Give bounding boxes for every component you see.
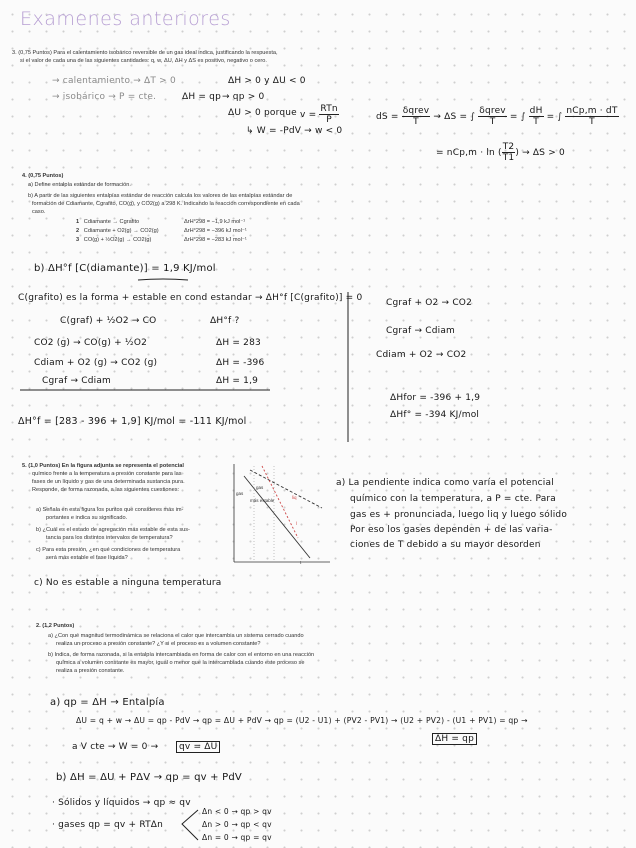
q5-answer-c: c) No es estable a ninguna temperatura: [34, 578, 222, 588]
diagram-label-4: más estable: [250, 498, 275, 503]
q3-statement-1: 3. (0,75 Puntos) Para el calentamiento isobárico reversible de un gas ideal indica, justificando la respuesta,: [12, 50, 278, 56]
entropy-integral: → ΔS = ∫: [433, 112, 476, 122]
q2-part-b-2: química a volumen constante es mayor, igual o menor que la intercambiada cuando este proceso se: [56, 660, 305, 666]
q5-answer-a-1: a) La pendiente indica como varía el potencial: [336, 478, 554, 488]
q4-right-h1: ΔHfor = -396 + 1,9: [390, 393, 481, 403]
q4-vertical-divider: [346, 292, 350, 442]
q4-step-1: C(graf) + ½O2 → CO: [60, 316, 157, 326]
q4-header: 4. (0,75 Puntos): [22, 173, 64, 179]
q4-part-a: a) Define entalpía estándar de formación.: [28, 182, 131, 188]
volume-eq-numerator: RTn: [320, 104, 338, 114]
q3-statement-2: si el valor de cada una de las siguientes cantidades: q, w, ΔU, ΔH y ΔS es positivo, negativo o cero.: [20, 58, 267, 64]
q2-solids-liquids: · Sólidos y líquidos → qp ≈ qv: [52, 798, 191, 808]
q4-step-3-h: ΔH = -396: [216, 358, 265, 368]
q2-dh-qp-box: ΔH = qp: [432, 733, 477, 745]
entropy-ratio-den: T1: [502, 153, 515, 163]
q2-answer-b: b) ΔH = ΔU + PΔV → qp = qv + PdV: [56, 772, 242, 783]
q5-statement-1-text: 5. (1,0 Puntos) En la figura adjunta se representa el potencial: [22, 463, 184, 469]
diagram-label-6: t: [300, 560, 302, 565]
entropy-frac-3: [529, 106, 544, 127]
q4-step-3: Cdiam + O2 (g) → CO2 (g): [34, 358, 158, 368]
q2-header: 2. (1,2 Puntos): [36, 623, 75, 629]
entropy-frac-4-den: T: [589, 117, 595, 127]
q2-option-1: Δn < 0 → qp > qv: [202, 807, 272, 816]
reaction-3-equation: CO(g) + ½O2(g) → CO2(g): [83, 237, 152, 243]
q4-reaction-2-h: ΔrH°298 = −396 kJ mol⁻¹: [184, 228, 247, 234]
entropy-frac-1-den: T: [413, 117, 419, 127]
q2-derivation: ΔU = q + w → ΔU = qp - PdV → qp = ΔU + PdV → qp = (U2 - U1) + (PV2 - PV1) → (U2 + PV2) - (U1 + PV1) = qp →: [76, 716, 528, 725]
q3-du-positive: ΔU > 0 porque: [228, 108, 297, 118]
volume-eq-fraction: [319, 104, 338, 125]
q2-gases: · gases qp = qv + RTΔn: [52, 820, 164, 830]
entropy-final: → ΔS > 0: [522, 148, 565, 158]
q4-answer-b-underline: [138, 278, 188, 282]
entropy-ratio: [502, 142, 516, 163]
q5-part-a-1: a) Señala en esta figura los puntos que consideres más im-: [36, 507, 184, 513]
q3-line-heating: → calentamiento → ΔT > 0: [52, 76, 176, 86]
entropy-ratio-num: T2: [502, 142, 515, 152]
entropy-eq: = ∫: [509, 112, 526, 122]
q5-answer-a-4: Por eso los gases dependen + de las varia-: [350, 525, 553, 535]
q4-reaction-3: [76, 237, 151, 244]
q5-answer-a-5: ciones de T debido a su mayor desorden: [350, 540, 541, 550]
entropy-lhs: dS =: [376, 112, 399, 122]
diagram-label-1: gas: [236, 491, 244, 496]
q2-constant-volume: a V cte → W = 0 →: [72, 742, 159, 752]
entropy-frac-2-num: δqrev: [479, 106, 506, 116]
q4-step-1-h: ΔH°f ?: [210, 316, 240, 326]
q5-part-b-1: b) ¿Cuál es el estado de agregación más estable de esta sus-: [36, 527, 190, 533]
reaction-2-number: 2: [76, 228, 80, 234]
q4-step-2: CO2 (g) → CO(g) + ½O2: [34, 338, 148, 348]
entropy-eq-2: = ∫: [546, 112, 563, 122]
q2-answer-a: a) qp = ΔH → Entalpía: [50, 697, 165, 708]
q3-work: ↳ W = -PdV → w < 0: [246, 126, 343, 136]
q2-part-a-1: a) ¿Con qué magnitud termodinámica se relaciona el calor que intercambia un sistema cerrado cuando: [48, 633, 304, 639]
q4-answer-b: b) ΔH°f [C(diamante)] = 1,9 KJ/mol: [34, 263, 216, 274]
entropy-frac-2-den: T: [489, 117, 496, 127]
q4-reaction-2: [76, 228, 159, 235]
reaction-2-equation: Cdiamante + O2(g) → CO2(g): [83, 228, 159, 234]
q2-option-2: Δn > 0 → qp < qv: [202, 820, 272, 829]
q5-answer-a-3: gas es + pronunciada, luego liq y luego sólido: [350, 510, 568, 520]
q5-part-a-2: portantes e indica su significado.: [46, 515, 128, 521]
q3-line-isobaric-b: ΔH = qp: [182, 92, 222, 102]
q2-part-b-3: realiza a presión constante.: [56, 668, 125, 674]
page-title: Examenes anteriores: [20, 8, 231, 30]
q5-statement-2: químico frente a la temperatura a presión constante para las: [32, 471, 182, 477]
q4-reaction-1-h: ΔrH°298 = −1,9 kJ mol⁻¹: [184, 219, 246, 225]
entropy-result-text: = nCp,m · ln: [436, 148, 495, 158]
q4-right-r2: Cgraf → Cdiam: [386, 326, 456, 336]
q2-option-3: Δn = 0 → qp = qv: [202, 833, 272, 842]
reaction-1-equation: Cdiamante → Cgrafito: [83, 219, 140, 225]
entropy-frac-1: [402, 106, 431, 127]
q5-statement-1: [22, 463, 184, 470]
q4-reaction-3-h: ΔrH°298 = −283 kJ mol⁻¹: [184, 237, 247, 243]
diagram-label-2: gas: [256, 485, 264, 490]
q2-options-bracket: [180, 808, 200, 842]
q3-entropy-chain: [376, 106, 619, 127]
reaction-3-number: 3: [76, 237, 80, 243]
q4-part-b-2: formación de Cdiamante, Cgrafito, CO(g), y CO2(g) a 298 K. Indicando la reacción correspondiente en cada: [32, 201, 300, 207]
q5-chemical-potential-diagram: [230, 462, 330, 566]
q3-line-isobaric: → isobárico → P = cte.: [52, 92, 157, 102]
entropy-frac-1-num: δqrev: [402, 106, 430, 116]
q5-part-c-2: será más estable el fase líquida?: [46, 555, 128, 561]
q2-part-b-1: b) Indica, de forma razonada, si la entalpía intercambiada en forma de calor con el entorno en una reacción: [48, 652, 315, 658]
diagram-label-5: l: [296, 521, 297, 526]
q4-step-4: Cgraf → Cdiam: [42, 376, 112, 386]
q5-part-b-2: tancia para los distintos intervalos de temperatura?: [46, 535, 173, 541]
entropy-frac-3-num: dH: [529, 106, 543, 116]
entropy-frac-2: [478, 106, 507, 127]
q5-answer-a-2: químico con la temperatura, a P = cte. Para: [350, 494, 557, 504]
entropy-frac-4-num: nCp,m · dT: [566, 106, 618, 116]
q4-right-h2: ΔHf° = -394 KJ/mol: [390, 410, 480, 420]
reaction-1-number: 1: [76, 219, 80, 225]
volume-eq-denominator: P: [326, 115, 332, 125]
q5-statement-4: Responde, de forma razonada, a las siguientes cuestiones:: [32, 487, 180, 493]
q3-line-heating-b: ΔH > 0 y ΔU < 0: [228, 76, 306, 86]
q3-volume-eq: [300, 104, 339, 125]
q2-qv-du-box: qv = ΔU: [176, 741, 220, 753]
entropy-frac-4: [565, 106, 618, 127]
q4-step-4-h: ΔH = 1,9: [216, 376, 259, 386]
diagram-label-3: liq: [292, 495, 297, 500]
q3-entropy-result: = nCp,m · ln ( $\frac{T2}{T1}$ ) → ΔS > 0: [436, 142, 565, 163]
q5-part-c-1: c) Para esta presión, ¿en qué condiciones de temperatura: [36, 547, 181, 553]
volume-eq-lhs: v =: [300, 110, 317, 120]
q4-right-r3: Cdiam + O2 → CO2: [376, 350, 467, 360]
q4-sum: ΔH°f = [283 - 396 + 1,9] KJ/mol = -111 KJ/mol: [18, 416, 247, 427]
q4-part-b-3: caso.: [32, 209, 46, 215]
q5-statement-3: fases de un líquido y gas de una determinada sustancia pura.: [32, 479, 185, 485]
q4-graphite-note: C(grafito) es la forma + estable en cond estandar → ΔH°f [C(grafito)] = 0: [18, 293, 363, 303]
q4-right-r1: Cgraf + O2 → CO2: [386, 298, 473, 308]
q4-sum-line: [20, 388, 270, 392]
q3-line-isobaric-c: → qp > 0: [222, 92, 265, 102]
q4-reaction-1: [76, 219, 139, 226]
q2-part-a-2: realiza un proceso a presión constante? ¿Y si el proceso es a volumen constante?: [56, 641, 261, 647]
q4-part-b-1: b) A partir de las siguientes entalpías estándar de reacción calcula los valores de las entalpías estándar de: [28, 193, 293, 199]
q4-step-2-h: ΔH = 283: [216, 338, 261, 348]
entropy-frac-3-den: T: [533, 117, 539, 127]
